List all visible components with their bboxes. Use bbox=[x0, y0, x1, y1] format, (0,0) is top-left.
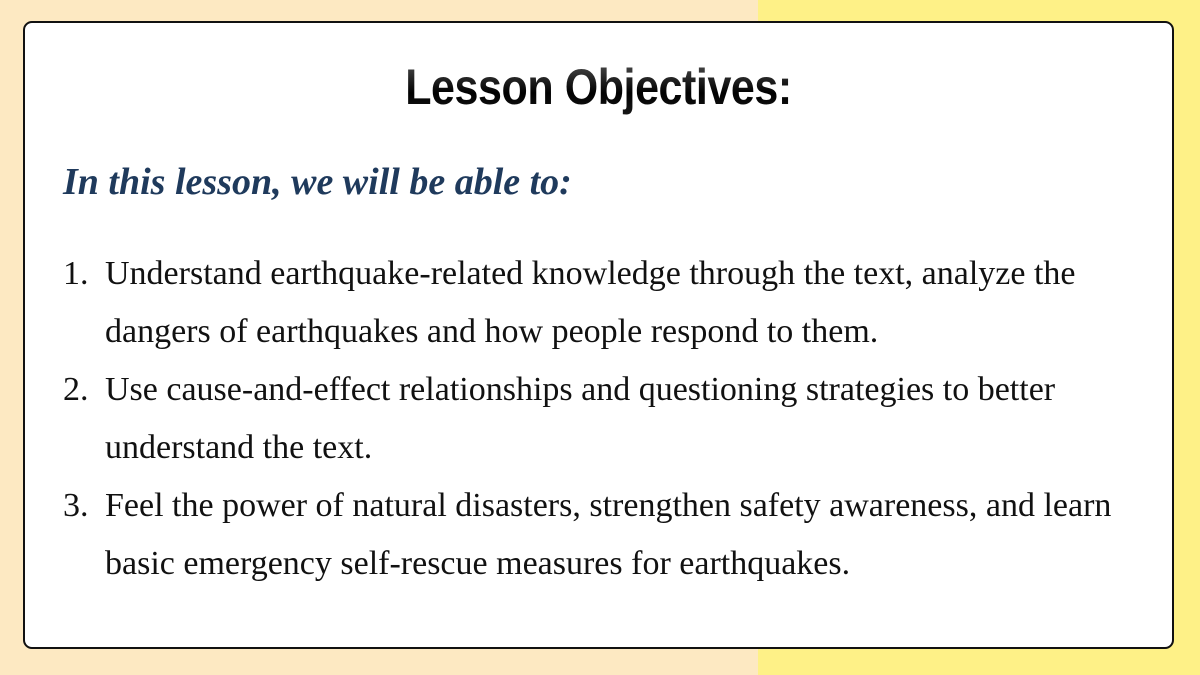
objectives-card bbox=[23, 21, 1174, 649]
objective-item-1 bbox=[63, 245, 1163, 361]
objective-number: 3. bbox=[63, 487, 89, 524]
objective-text: Feel the power of natural disasters, strengthen safety awareness, and learn basic emergency self-rescue measures for earthquakes. bbox=[105, 487, 1112, 582]
objective-number: 1. bbox=[63, 255, 89, 292]
objectives-list bbox=[63, 245, 1163, 593]
objective-text: Use cause-and-effect relationships and questioning strategies to better understand the text. bbox=[105, 371, 1056, 466]
objective-item-3 bbox=[63, 477, 1163, 593]
objective-text: Understand earthquake-related knowledge through the text, analyze the dangers of earthquakes and how people respond to them. bbox=[105, 255, 1076, 350]
slide-subtitle: In this lesson, we will be able to: bbox=[63, 161, 572, 203]
objective-number: 2. bbox=[63, 371, 89, 408]
objective-item-2 bbox=[63, 361, 1163, 477]
slide-title: Lesson Objectives: bbox=[105, 57, 1091, 117]
